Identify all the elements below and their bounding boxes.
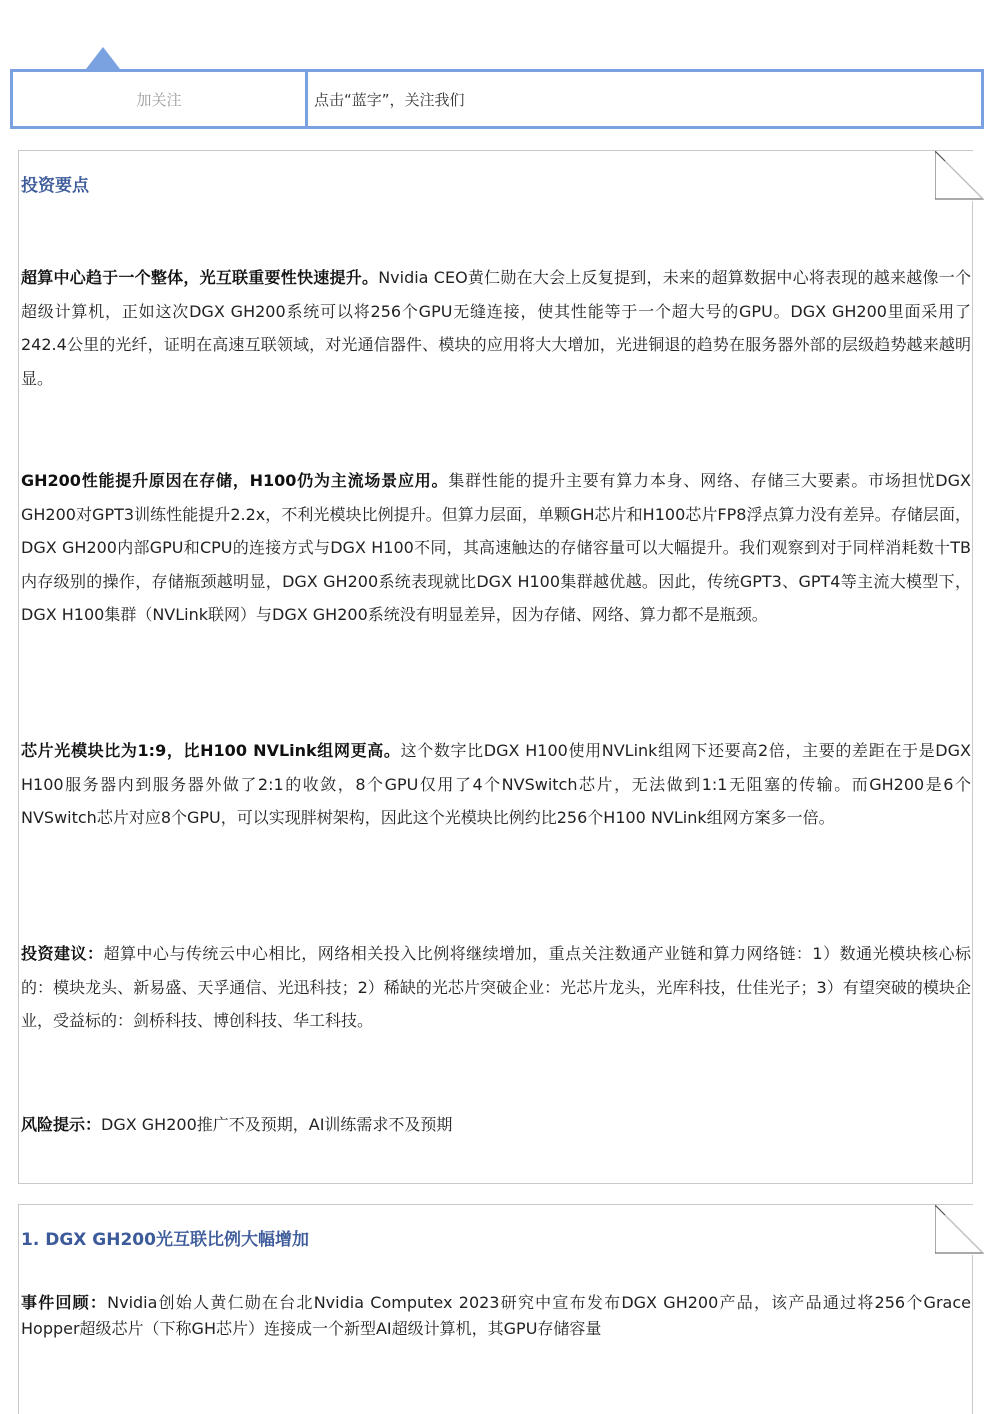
paragraph: [21, 1290, 971, 1342]
investment-highlights-card: [18, 150, 973, 1184]
paragraph: [21, 937, 971, 1038]
paragraph: [21, 464, 971, 632]
paragraph-body: 超算中心与传统云中心相比，网络相关投入比例将继续增加，重点关注数通产业链和算力网络链：1）数通光模块核心标的：模块龙头、新易盛、天孚通信、光迅科技；2）稀缺的光芯片突破企业：光芯片龙头，光库科技，仕佳光子；3）有望突破的模块企业，受益标的：剑桥科技、博创科技、华工科技。: [21, 944, 971, 1030]
section-title: 1. DGX GH200光互联比例大幅增加: [21, 1230, 309, 1250]
page-fold-icon: [935, 1205, 985, 1255]
follow-hint: 点击“蓝字”，关注我们: [314, 90, 465, 109]
follow-pointer: [86, 47, 120, 69]
paragraph-body: 集群性能的提升主要有算力本身、网络、存储三大要素。市场担忧DGX GH200对GPT3训练性能提升2.2x，不利光模块比例提升。但算力层面，单颗GH芯片和H100芯片FP8浮点算力没有差异。存储层面，DGX GH200内部GPU和CPU的连接方式与DGX H100不同，其高速触达的存储容量可以大幅提升。我们观察到对于同样消耗数十TB内存级别的操作，存储瓶颈越明显，DGX GH200系统表现就比DGX H100集群越优越。因此，传统GPT3、GPT4等主流大模型下，DGX H100集群（NVLink联网）与DGX GH200系统没有明显差异，因为存储、网络、算力都不是瓶颈。: [21, 471, 971, 624]
paragraph-body: DGX GH200推广不及预期，AI训练需求不及预期: [101, 1115, 453, 1134]
paragraph-lead: GH200性能提升原因在存储，H100仍为主流场景应用。: [21, 471, 449, 490]
paragraph-lead: 超算中心趋于一个整体，光互联重要性快速提升。: [21, 268, 379, 287]
paragraph-lead: 风险提示：: [21, 1115, 102, 1134]
paragraph-body: Nvidia创始人黄仁勋在台北Nvidia Computex 2023研究中宣布发布DGX GH200产品，该产品通过将256个Grace Hopper超级芯片（下称GH芯片）连接成一个新型AI超级计算机，其GPU存储容量: [21, 1293, 971, 1338]
paragraph-body: Nvidia CEO黄仁勋在大会上反复提到，未来的超算数据中心将表现的越来越像一个超级计算机，正如这次DGX GH200系统可以将256个GPU无缝连接，使其性能等于一个超大号的GPU。DGX GH200里面采用了242.4公里的光纤，证明在高速互联领域，对光通信器件、模块的应用将大大增加，光进铜退的趋势在服务器外部的层级趋势越来越明显。: [21, 268, 971, 388]
paragraph-body: 这个数字比DGX H100使用NVLink组网下还要高2倍，主要的差距在于是DGX H100服务器内到服务器外做了2:1的收敛，8个GPU仅用了4个NVSwitch芯片，无法做到1:1无阻塞的传输。而GH200是6个NVSwitch芯片对应8个GPU，可以实现胖树架构，因此这个光模块比例约比256个H100 NVLink组网方案多一倍。: [21, 741, 971, 827]
paragraph: [21, 1108, 971, 1142]
follow-banner[interactable]: [10, 69, 984, 129]
paragraph-lead: 事件回顾：: [21, 1293, 108, 1312]
section-card: [18, 1204, 973, 1414]
paragraph-lead: 芯片光模块比为1:9，比H100 NVLink组网更高。: [21, 741, 401, 760]
paragraph: [21, 734, 971, 835]
section-title: 投资要点: [21, 176, 89, 196]
follow-button[interactable]: 加关注: [13, 72, 308, 126]
paragraph-lead: 投资建议：: [21, 944, 104, 963]
page-fold-icon: [935, 151, 985, 201]
paragraph: [21, 261, 971, 395]
